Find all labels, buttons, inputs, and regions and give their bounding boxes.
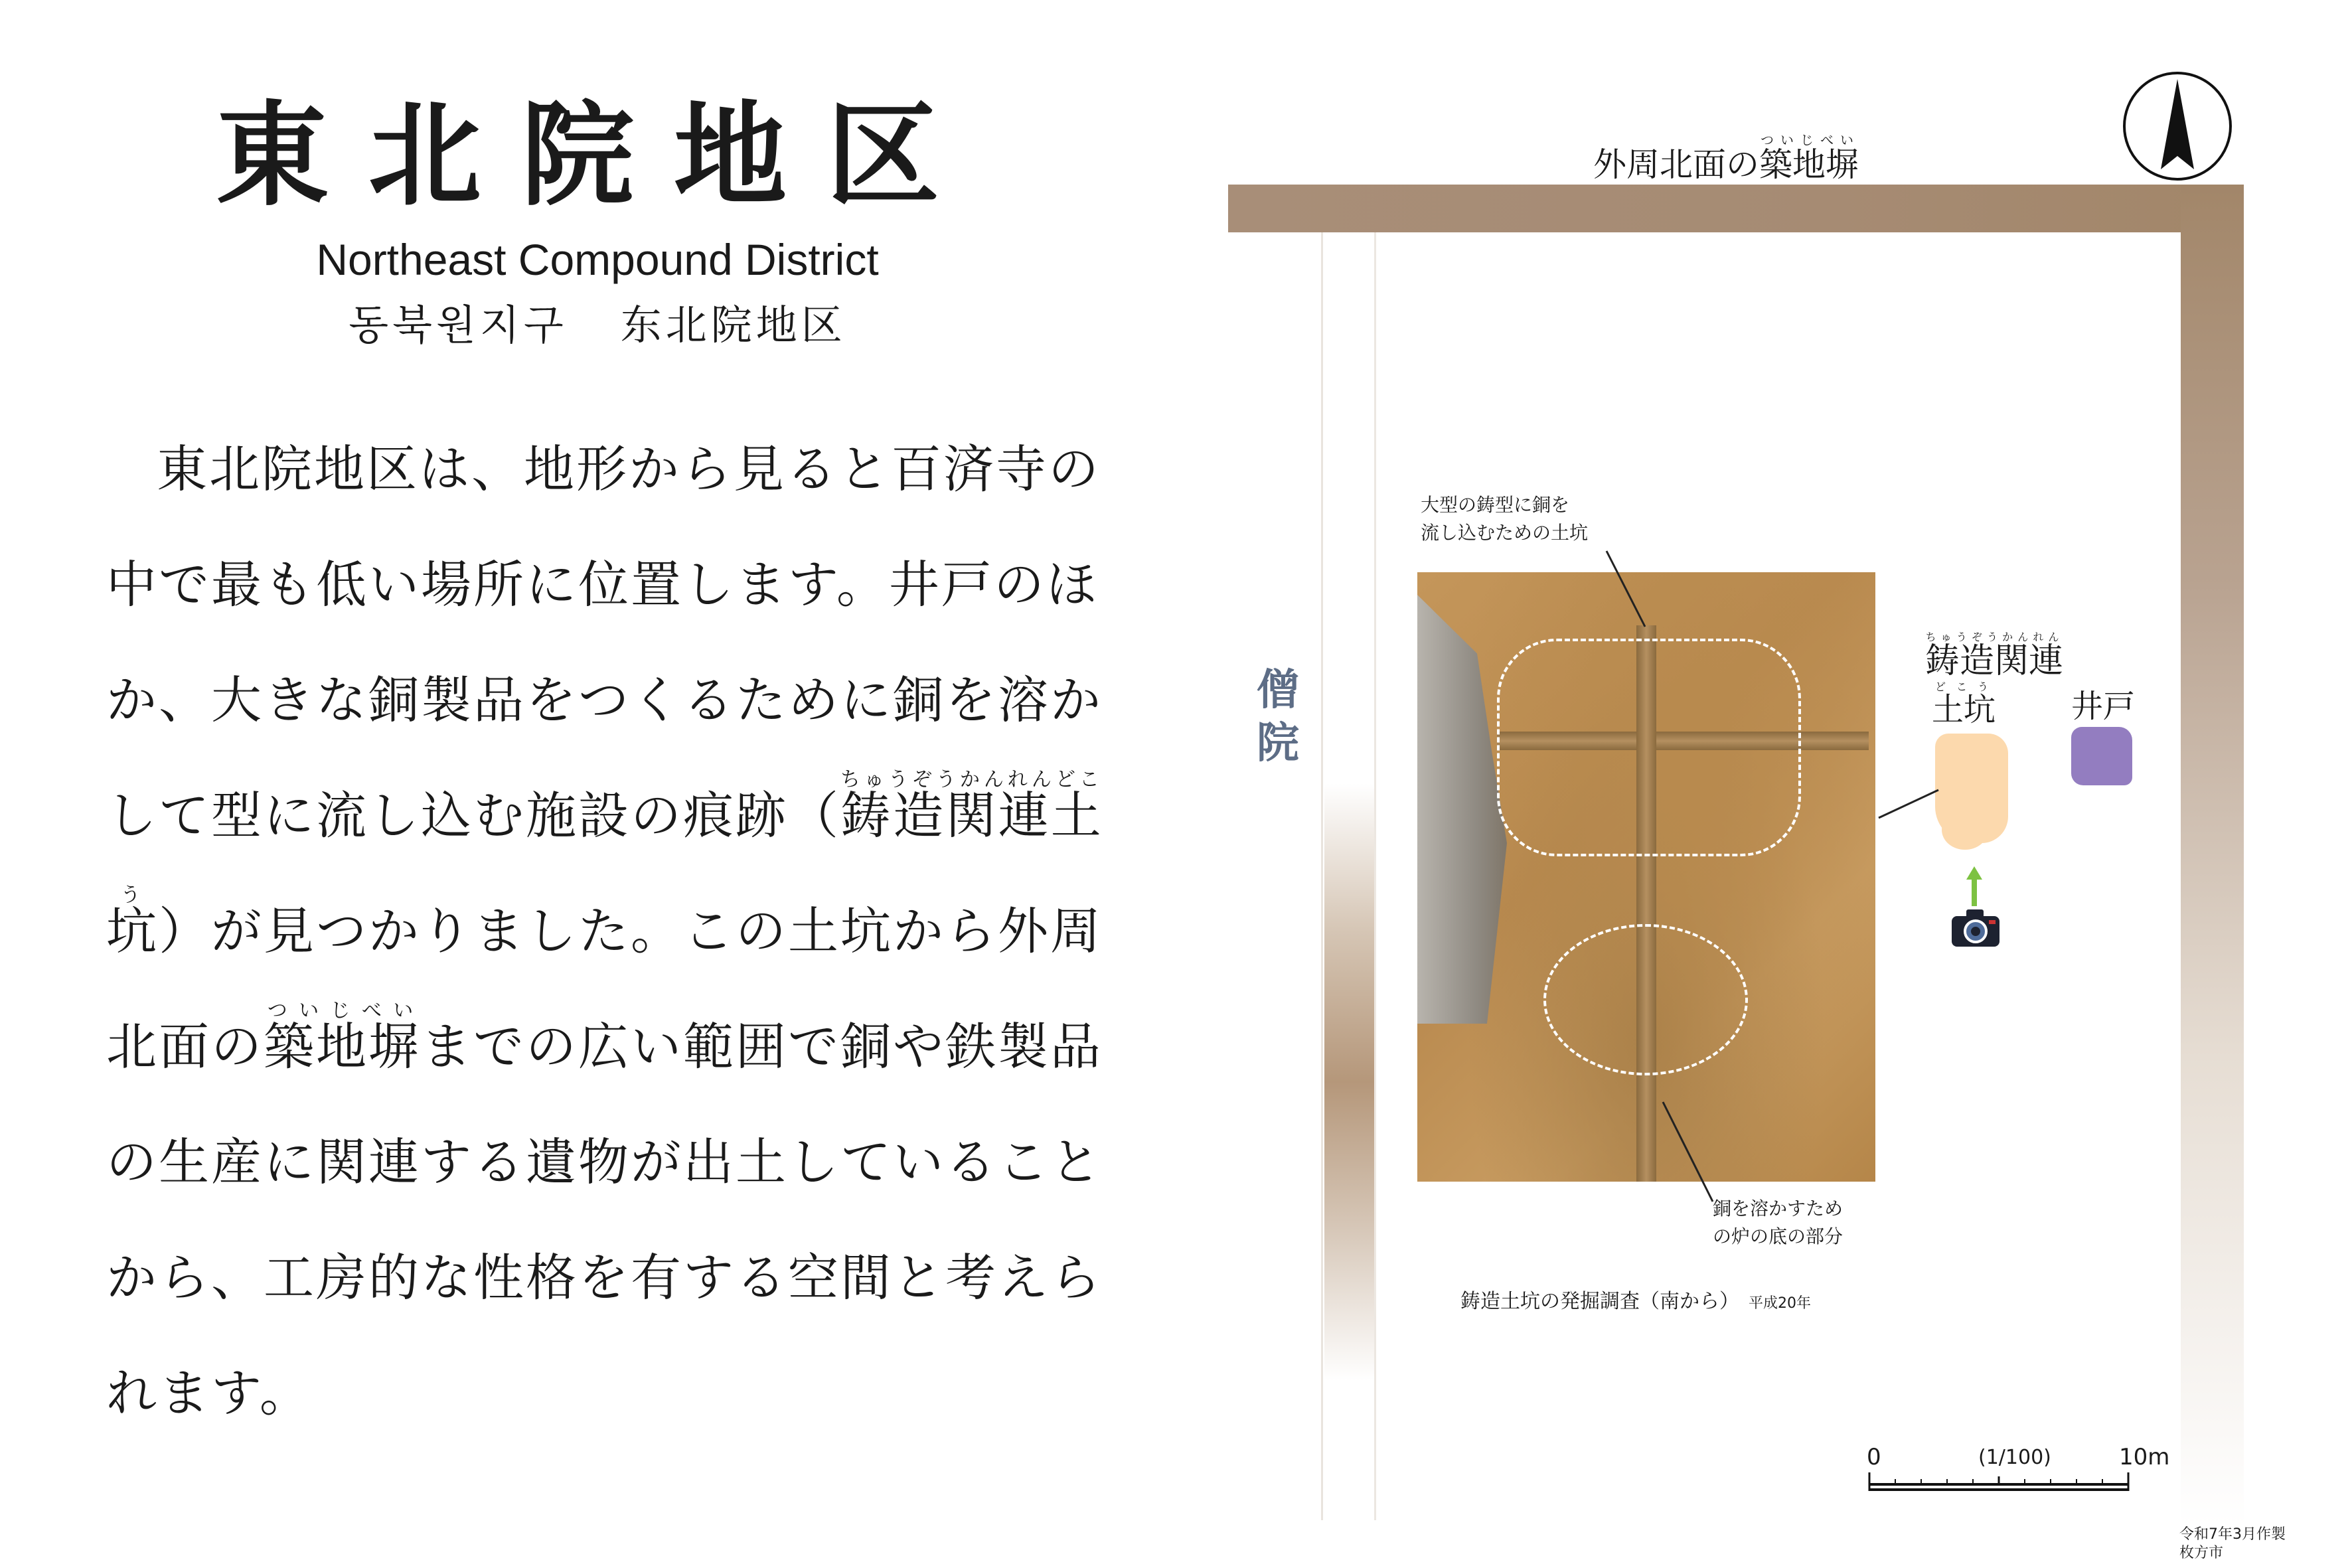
credit-date: 令和7年3月作製 [2179, 1526, 2286, 1543]
plan-boundary-line [1374, 232, 1376, 1520]
callout-furnace-base: 銅を溶かすため の炉の底の部分 [1713, 1198, 1843, 1247]
well-shape [2071, 727, 2132, 785]
north-wall-label [1494, 133, 1958, 186]
description-part-1: 東北院地区は、地形から見ると百済寺の中で最も低い場所に位置します。井戸のほか、大きな銅製品をつくるために銅を溶かして型に流し込む施設の痕跡（ [106, 439, 1103, 845]
description-part-3: までの広い範囲で銅や鉄製品の生産に関連する遺物が出土していることから、工房的な性格を有する空間と考えられます。 [106, 1017, 1103, 1423]
legend-pit-base: 土坑 [1932, 691, 1996, 728]
ruby-tsuiji-wall-base: 築地塀 [264, 1017, 421, 1076]
plan-boundary-line [1321, 232, 1323, 1520]
north-wall-band [1228, 185, 2244, 232]
photo-caption-era: 平成20年 [1749, 1295, 1811, 1312]
north-wall-label-base: 築地塀 [1759, 145, 1859, 184]
photo-caption-text: 鋳造土坑の発掘調査（南から） [1460, 1290, 1739, 1313]
page-title: 東北院地区 [215, 90, 979, 222]
photo-caption [1460, 1285, 1811, 1314]
legend-well-label: 井戸 [2071, 688, 2136, 725]
monk-quarters-band [1324, 783, 1374, 1381]
scale-label-ten: 10m [2119, 1444, 2170, 1470]
description-text [106, 412, 1142, 1451]
legend-title [1925, 631, 2063, 682]
page-title-alt-languages [133, 292, 1062, 351]
description-part-2: ）が見つかりました。この土坑から外周北面の [106, 902, 1103, 1076]
scale-bar [1865, 1454, 2138, 1494]
ruby-tsuiji-wall-reading: ついじべい [264, 999, 421, 1022]
excavation-photo [1417, 572, 1875, 1182]
ruby-casting-pit-reading: ちゅうぞうかんれんどこう [106, 768, 1103, 907]
north-wall-label-prefix: 外周北面の [1593, 145, 1759, 184]
furnace-outline [1543, 924, 1748, 1075]
north-wall-label-ruby [1759, 132, 1859, 184]
north-arrow-icon [2121, 70, 2234, 183]
north-wall-label-reading: ついじべい [1759, 132, 1859, 148]
ruby-tsuiji-wall [264, 999, 421, 1076]
scale-label-ratio: (1/100) [1978, 1446, 2051, 1469]
page-title-korean: 동북원지구 [349, 301, 568, 349]
page-title-english: Northeast Compound District [316, 235, 879, 284]
page-title-chinese: 东北院地区 [620, 301, 846, 349]
ruby-casting-pit-base: 鋳造関連土坑 [106, 786, 1103, 961]
credit-organization: 枚方市 [2179, 1545, 2224, 1561]
legend-title-reading: ちゅうぞうかんれん [1925, 631, 2063, 643]
east-wall-band [2181, 185, 2244, 1526]
legend-pit-label [1932, 680, 1996, 730]
legend-pit-reading: どこう [1932, 680, 1996, 693]
callout-mold-pit: 大型の鋳型に銅を 流し込むための土坑 [1421, 494, 1589, 544]
view-direction-arrow-icon [1966, 866, 1982, 906]
legend-title-base: 鋳造関連 [1925, 641, 2064, 681]
scale-label-zero: 0 [1867, 1444, 1881, 1470]
monk-quarters-label: 僧 院 [1257, 666, 1299, 768]
production-credit [2179, 1526, 2286, 1563]
casting-pit-shape-lobe [1942, 810, 1988, 850]
mold-pit-outline [1497, 639, 1801, 856]
camera-icon [1950, 908, 2001, 948]
